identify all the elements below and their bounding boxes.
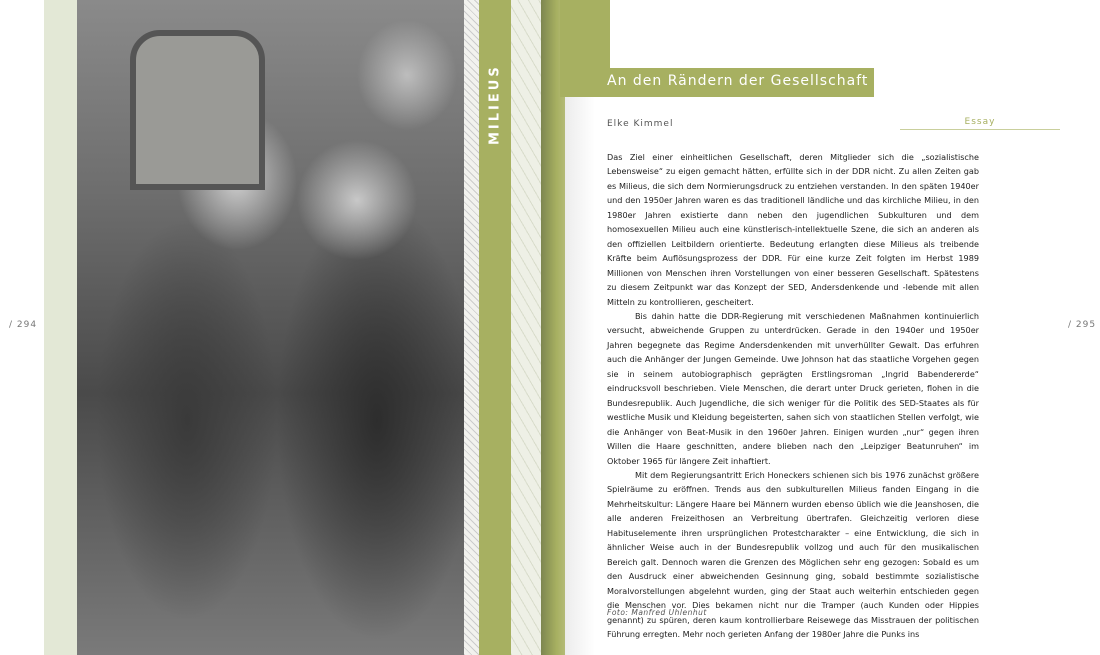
paragraph: Bis dahin hatte die DDR-Regierung mit verschiedenen Maßnahmen kontinuierlich versucht, abweichende Gruppen zu unterdrücken. Gerade in den 1940er und 1950er Jahren begegnete das Regime Andersdenkenden mit unverhüllter Gewalt. Das erfuhren auch die Anhänger der Jungen Gemeinde. Uwe Johnson hat das staatliche Vorgehen gegen sie in seinem autobiographisch geprägten Erstlingsroman „Ingrid Babendererde“ eindrucksvoll beschrieben. Viele Menschen, die derart unter Druck gerieten, flohen in die Bundesrepublik. Auch Jugendliche, die sich weniger für die Politik des SED-Staates als für westliche Musik und Kleidung begeisterten, sahen sich von staatlichen Stellen verfolgt, wie die Anhänger von Beat-Musik in den 1960er Jahren. Einigen wurden „nur“ gegen ihren Willen die Haare geschnitten, andere blieben nach den „Leipziger Beatunruhen“ im Oktober 1965 für längere Zeit inhaftiert. [607,310,979,466]
pattern-strip [464,0,479,655]
paragraph: Mit dem Regierungsantritt Erich Honeckers schienen sich bis 1976 zunächst größere Spielräume zu eröffnen. Trends aus den subkulturellen Milieus fanden Eingang in die Mehrheitskultur: Längere Haare bei Männern wurden ebenso üblich wie die Jeanshosen, die alle anderen Freizeithosen an Verbreitung übertrafen. Gleichzeitig verloren diese Habituselemente ihren ursprünglichen Protestcharakter – eine Entwicklung, die sich in ähnlicher Weise auch in der Bundesrepublik vollzog und auch für den musikalischen Bereich galt. Dennoch waren die Grenzen des Möglichen sehr eng gezogen: Sobald es um den Ausdruck einer abweichenden Gesinnung ging, sobald bestimmte sozialistische Moralvorstellungen abgelehnt wurden, ging der Staat auch weiterhin entschieden gegen die Menschen vor. Dies bekamen nicht nur die Tramper (auch Kunden oder Hippies genannt) zu spüren, deren kaum kontrollierbare Reisewege das Misstrauen der politischen Führung erregten. Mehr noch gerieten Anfang der 1980er Jahre die Punks ins [607,469,979,639]
essay-body [607,150,979,641]
pattern-strip-light [511,0,541,655]
book-gutter [541,0,567,655]
paragraph: Das Ziel einer einheitlichen Gesellschaft, deren Mitglieder sich die „sozialistische Lebensweise“ zu eigen gemacht hätten, erfüllte sich in der DDR nicht. Zu allen Zeiten gab es Milieus, die sich dem Normierungsdruck zu entziehen verstanden. In den späten 1940er und den 1950er Jahren waren es das traditionell ländliche und das kirchliche Milieu, in den 1980er Jahren existierte dann neben den jugendlichen Subkulturen und dem homosexuellen Milieu auch eine künstlerisch-intellektuelle Szene, die sich an anderen als den offiziellen Leitbildern orientierte. Bedeutung erlangten diese Milieus als treibende Kräfte beim Auflösungsprozess der DDR. Für eine kurze Zeit folgten im Herbst 1989 Millionen von Menschen ihren Vorstellungen von einer besseren Gesellschaft. Spätestens zu diesem Zeitpunkt war das Konzept der SED, Andersdenkende und -lebende mit allen Mitteln zu kontrollieren, gescheitert. [607,152,979,307]
page-number-left: / 294 [9,320,38,330]
essay-title: An den Rändern der Gesellschaft [560,68,874,97]
author: Elke Kimmel [607,119,674,129]
vehicle-window [130,30,265,190]
page-number-right: / 295 [1068,320,1097,330]
left-margin-band [44,0,78,655]
category-label: Essay [900,117,1060,130]
photo-credit: Foto: Manfred Uhlenhut [607,608,707,617]
section-label: MILIEUS [487,64,503,146]
